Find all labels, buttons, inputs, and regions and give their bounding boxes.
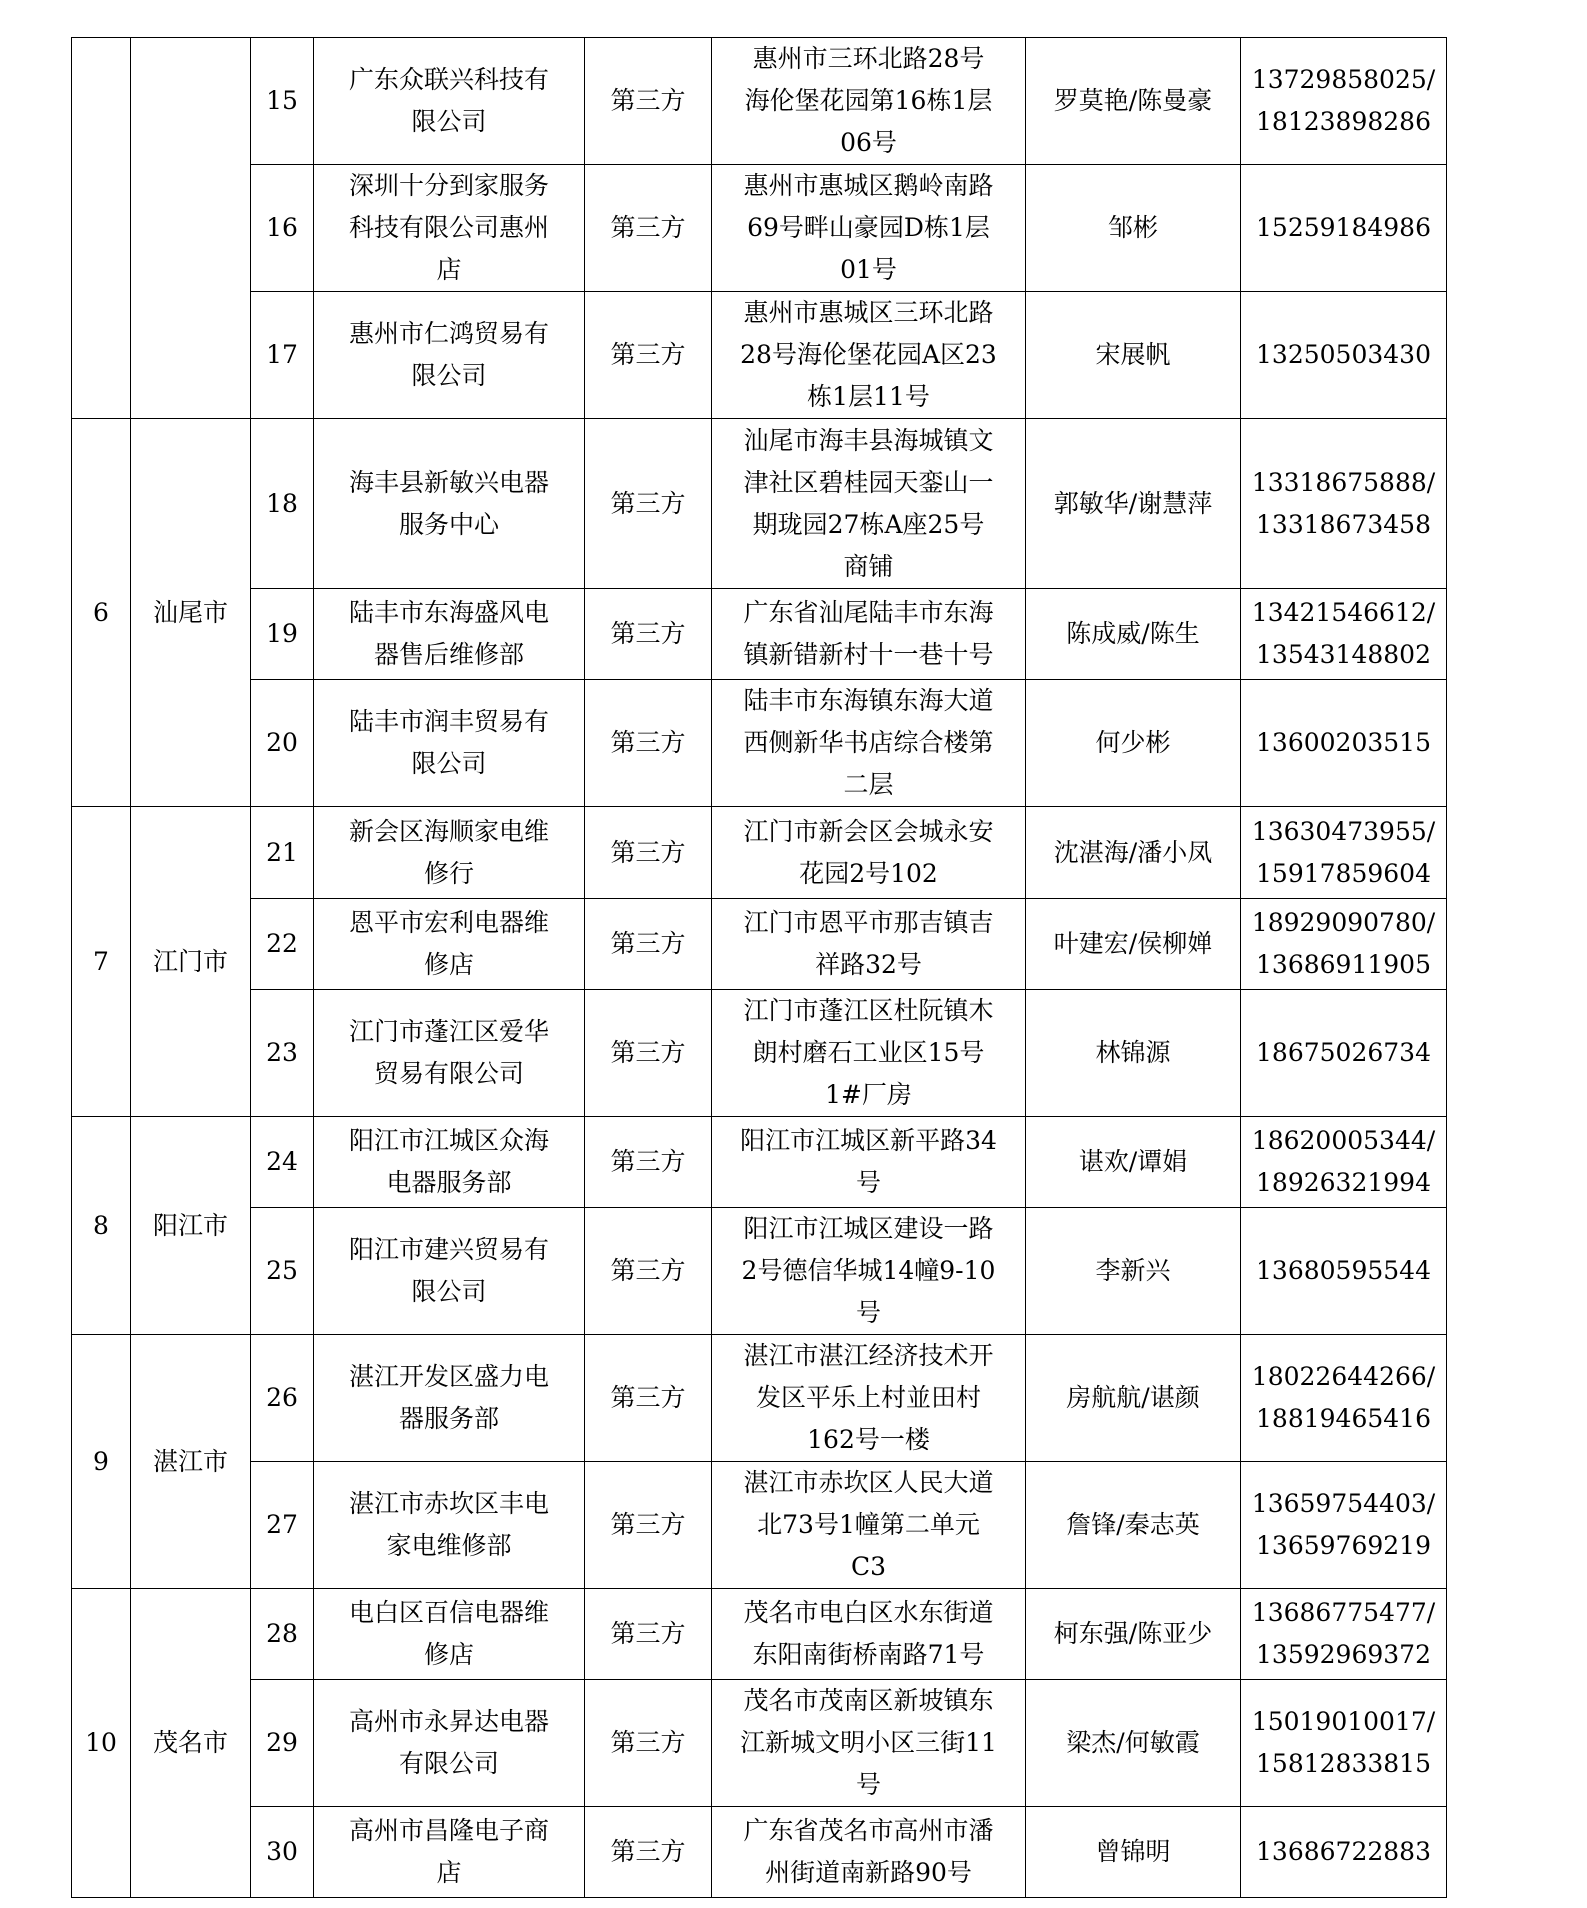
contact-person-cell: 邹彬 — [1026, 165, 1241, 292]
phone-cell: 13421546612/ 13543148802 — [1241, 589, 1447, 680]
table-row — [72, 990, 1447, 1117]
company-name-cell: 深圳十分到家服务 科技有限公司惠州 店 — [314, 165, 585, 292]
company-name-cell: 湛江市赤坎区丰电 家电维修部 — [314, 1462, 585, 1589]
company-name-cell: 电白区百信电器维 修店 — [314, 1589, 585, 1680]
phone-cell: 13686775477/ 13592969372 — [1241, 1589, 1447, 1680]
address-cell: 江门市蓬江区杜阮镇木 朗村磨石工业区15号 1#厂房 — [712, 990, 1026, 1117]
contact-person-cell: 曾锦明 — [1026, 1807, 1241, 1898]
address-cell: 陆丰市东海镇东海大道 西侧新华书店综合楼第 二层 — [712, 680, 1026, 807]
phone-cell: 15019010017/ 15812833815 — [1241, 1680, 1447, 1807]
table-row — [72, 1117, 1447, 1208]
phone-cell: 18675026734 — [1241, 990, 1447, 1117]
region-number-cell: 7 — [72, 807, 131, 1117]
table-row — [72, 1680, 1447, 1807]
table-row — [72, 680, 1447, 807]
service-type-cell: 第三方 — [585, 38, 712, 165]
contact-person-cell: 林锦源 — [1026, 990, 1241, 1117]
company-name-cell: 江门市蓬江区爱华 贸易有限公司 — [314, 990, 585, 1117]
contact-person-cell: 何少彬 — [1026, 680, 1241, 807]
contact-person-cell: 李新兴 — [1026, 1208, 1241, 1335]
table-row — [72, 589, 1447, 680]
company-name-cell: 阳江市江城区众海 电器服务部 — [314, 1117, 585, 1208]
table-row — [72, 807, 1447, 899]
seq-cell: 17 — [251, 292, 314, 419]
phone-cell: 18620005344/ 18926321994 — [1241, 1117, 1447, 1208]
address-cell: 茂名市电白区水东街道 东阳南街桥南路71号 — [712, 1589, 1026, 1680]
company-name-cell: 海丰县新敏兴电器 服务中心 — [314, 419, 585, 589]
service-type-cell: 第三方 — [585, 807, 712, 899]
address-cell: 广东省汕尾陆丰市东海 镇新错新村十一巷十号 — [712, 589, 1026, 680]
seq-cell: 16 — [251, 165, 314, 292]
address-cell: 惠州市惠城区鹅岭南路 69号畔山豪园D栋1层 01号 — [712, 165, 1026, 292]
address-cell: 惠州市三环北路28号 海伦堡花园第16栋1层 06号 — [712, 38, 1026, 165]
seq-cell: 28 — [251, 1589, 314, 1680]
phone-cell: 18929090780/ 13686911905 — [1241, 899, 1447, 990]
region-number-cell — [72, 38, 131, 419]
contact-person-cell: 詹锋/秦志英 — [1026, 1462, 1241, 1589]
service-type-cell: 第三方 — [585, 1335, 712, 1462]
seq-cell: 15 — [251, 38, 314, 165]
company-name-cell: 高州市昌隆电子商 店 — [314, 1807, 585, 1898]
service-type-cell: 第三方 — [585, 165, 712, 292]
address-cell: 江门市恩平市那吉镇吉 祥路32号 — [712, 899, 1026, 990]
address-cell: 湛江市湛江经济技术开 发区平乐上村並田村 162号一楼 — [712, 1335, 1026, 1462]
table-row — [72, 419, 1447, 589]
contact-person-cell: 宋展帆 — [1026, 292, 1241, 419]
phone-cell: 18022644266/ 18819465416 — [1241, 1335, 1447, 1462]
phone-cell: 15259184986 — [1241, 165, 1447, 292]
city-cell: 汕尾市 — [131, 419, 251, 807]
city-cell: 茂名市 — [131, 1589, 251, 1898]
service-type-cell: 第三方 — [585, 990, 712, 1117]
seq-cell: 24 — [251, 1117, 314, 1208]
company-name-cell: 陆丰市东海盛风电 器售后维修部 — [314, 589, 585, 680]
phone-cell: 13680595544 — [1241, 1208, 1447, 1335]
address-cell: 阳江市江城区新平路34 号 — [712, 1117, 1026, 1208]
seq-cell: 30 — [251, 1807, 314, 1898]
service-type-cell: 第三方 — [585, 1589, 712, 1680]
seq-cell: 18 — [251, 419, 314, 589]
table-row — [72, 1335, 1447, 1462]
address-cell: 江门市新会区会城永安 花园2号102 — [712, 807, 1026, 899]
company-name-cell: 新会区海顺家电维 修行 — [314, 807, 585, 899]
service-type-cell: 第三方 — [585, 680, 712, 807]
table-row — [72, 1208, 1447, 1335]
address-cell: 阳江市江城区建设一路 2号德信华城14幢9-10 号 — [712, 1208, 1026, 1335]
region-number-cell: 9 — [72, 1335, 131, 1589]
contact-person-cell: 叶建宏/侯柳婵 — [1026, 899, 1241, 990]
phone-cell: 13630473955/ 15917859604 — [1241, 807, 1447, 899]
city-cell: 湛江市 — [131, 1335, 251, 1589]
contact-person-cell: 郭敏华/谢慧萍 — [1026, 419, 1241, 589]
company-name-cell: 陆丰市润丰贸易有 限公司 — [314, 680, 585, 807]
seq-cell: 20 — [251, 680, 314, 807]
service-type-cell: 第三方 — [585, 899, 712, 990]
table-row — [72, 1589, 1447, 1680]
contact-person-cell: 罗莫艳/陈曼豪 — [1026, 38, 1241, 165]
service-type-cell: 第三方 — [585, 1807, 712, 1898]
service-type-cell: 第三方 — [585, 1208, 712, 1335]
address-cell: 湛江市赤坎区人民大道 北73号1幢第二单元 C3 — [712, 1462, 1026, 1589]
contact-person-cell: 陈成威/陈生 — [1026, 589, 1241, 680]
service-type-cell: 第三方 — [585, 1462, 712, 1589]
company-name-cell: 湛江开发区盛力电 器服务部 — [314, 1335, 585, 1462]
contact-person-cell: 谌欢/谭娟 — [1026, 1117, 1241, 1208]
address-cell: 广东省茂名市高州市潘 州街道南新路90号 — [712, 1807, 1026, 1898]
region-number-cell: 10 — [72, 1589, 131, 1898]
address-cell: 茂名市茂南区新坡镇东 江新城文明小区三街11 号 — [712, 1680, 1026, 1807]
seq-cell: 29 — [251, 1680, 314, 1807]
contact-person-cell: 梁杰/何敏霞 — [1026, 1680, 1241, 1807]
table-row — [72, 292, 1447, 419]
seq-cell: 19 — [251, 589, 314, 680]
phone-cell: 13659754403/ 13659769219 — [1241, 1462, 1447, 1589]
phone-cell: 13729858025/ 18123898286 — [1241, 38, 1447, 165]
company-name-cell: 阳江市建兴贸易有 限公司 — [314, 1208, 585, 1335]
company-name-cell: 高州市永昇达电器 有限公司 — [314, 1680, 585, 1807]
table-row — [72, 1807, 1447, 1898]
seq-cell: 25 — [251, 1208, 314, 1335]
region-number-cell: 6 — [72, 419, 131, 807]
contact-person-cell: 沈湛海/潘小凤 — [1026, 807, 1241, 899]
contact-person-cell: 柯东强/陈亚少 — [1026, 1589, 1241, 1680]
seq-cell: 27 — [251, 1462, 314, 1589]
table-body — [72, 38, 1447, 1898]
contact-person-cell: 房航航/谌颜 — [1026, 1335, 1241, 1462]
service-type-cell: 第三方 — [585, 1680, 712, 1807]
company-name-cell: 恩平市宏利电器维 修店 — [314, 899, 585, 990]
phone-cell: 13318675888/ 13318673458 — [1241, 419, 1447, 589]
table-row — [72, 899, 1447, 990]
phone-cell: 13686722883 — [1241, 1807, 1447, 1898]
city-cell: 江门市 — [131, 807, 251, 1117]
service-type-cell: 第三方 — [585, 589, 712, 680]
service-type-cell: 第三方 — [585, 1117, 712, 1208]
city-cell — [131, 38, 251, 419]
table-row — [72, 1462, 1447, 1589]
service-outlet-table — [71, 37, 1447, 1898]
company-name-cell: 广东众联兴科技有 限公司 — [314, 38, 585, 165]
table-row — [72, 165, 1447, 292]
table-row — [72, 38, 1447, 165]
region-number-cell: 8 — [72, 1117, 131, 1335]
service-type-cell: 第三方 — [585, 292, 712, 419]
seq-cell: 26 — [251, 1335, 314, 1462]
address-cell: 汕尾市海丰县海城镇文 津社区碧桂园天銮山一 期珑园27栋A座25号 商铺 — [712, 419, 1026, 589]
phone-cell: 13600203515 — [1241, 680, 1447, 807]
seq-cell: 22 — [251, 899, 314, 990]
company-name-cell: 惠州市仁鸿贸易有 限公司 — [314, 292, 585, 419]
city-cell: 阳江市 — [131, 1117, 251, 1335]
seq-cell: 21 — [251, 807, 314, 899]
service-type-cell: 第三方 — [585, 419, 712, 589]
address-cell: 惠州市惠城区三环北路 28号海伦堡花园A区23 栋1层11号 — [712, 292, 1026, 419]
seq-cell: 23 — [251, 990, 314, 1117]
phone-cell: 13250503430 — [1241, 292, 1447, 419]
